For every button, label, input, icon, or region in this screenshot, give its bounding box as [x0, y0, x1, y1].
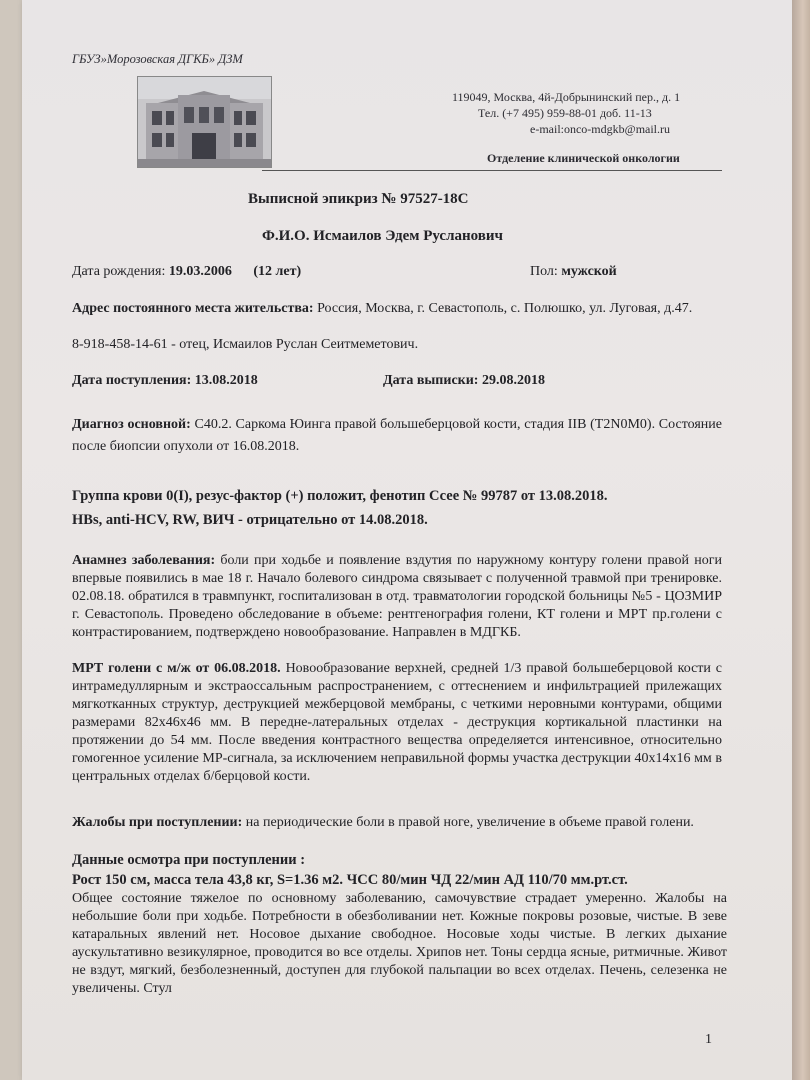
- diagnosis-label: Диагноз основной:: [72, 417, 191, 432]
- anamnesis-text: боли при ходьбе и появление вздутия по наружному контуру голени правой ноги впервые появились в мае 18 г. Начало болевого синдрома связывает с полученной травмой при тренировке. 02.08.18. обратился в травмпункт, госпитализован в отд. травматологии городской больницы №5 - ЦОЗМИР г. Севастополь. Проведено обследование в объеме: рентгенография голени, КТ голени и МРТ пр.голени с контрастированием, подтверждено новообразование. Направлен в МДГКБ.: [72, 553, 723, 640]
- mri-text: Новообразование верхней, средней 1/3 правой большеберцовой кости с интрамедуллярным и экстраоссальным распространением, с оттеснением и инфильтрацией прилежащих мягкотканных структур, деструкцией межберцовой мембраны, с четкими неровными контурами, общими размерами 82х46х46 мм. В передне-латеральных отделах - деструкция кортикальной пластинки на протяжении до 54 мм. После введения контрастного вещества определяется интенсивное, относительно гомогенное усиление МР-сигнала, за исключением неправильной формы участка деструкции 40х14х16 мм в центральных отделах б/берцовой кости.: [72, 661, 722, 784]
- discharge-label: Дата выписки:: [383, 373, 479, 388]
- department-name: Отделение клинической онкологии: [487, 151, 680, 165]
- exam-paragraph: Общее состояние тяжелое по основному заболеванию, самочувствие страдает умеренно. Жалобы на небольшие боли при ходьбе. Потребности в обезболивании нет. Кожные покровы розовые, чистые. В зеве катаральных явлений нет. Носовое дыхание свободное. Носовые ходы чистые. В легких дыхание аускультативно везикулярное, проводится во все отделы. Хрипов нет. Тоны сердца ясные, ритмичные. Живот не вздут, мягкий, безболезненный, доступен для глубокой пальпации во всех отделах. Печень, селезенка не увеличены. Стул: [72, 891, 727, 996]
- exam-heading: Данные осмотра при поступлении :: [72, 852, 306, 868]
- complaints-text: на периодические боли в правой ноге, увеличение в объеме правой голени.: [245, 815, 694, 830]
- address-line-2: Тел. (+7 495) 959-88-01 доб. 11-13: [478, 106, 652, 120]
- address-text: Россия, Москва, г. Севастополь, с. Полюшко, ул. Луговая, д.47.: [317, 301, 693, 316]
- mri-paragraph: [72, 660, 722, 786]
- complaints-label: Жалобы при поступлении:: [72, 815, 243, 830]
- anamnesis-label: Анамнез заболевания:: [72, 553, 216, 568]
- sex-value: мужской: [561, 264, 617, 279]
- patient-name: Ф.И.О. Исмаилов Эдем Русланович: [262, 228, 503, 244]
- document-title: Выписной эпикриз № 97527-18С: [248, 191, 469, 207]
- age-value: (12 лет): [253, 264, 302, 279]
- contact-line: 8-918-458-14-61 - отец, Исмаилов Руслан Сеитмеметович.: [72, 337, 419, 352]
- address-label: Адрес постоянного места жительства:: [72, 301, 314, 316]
- header-divider: [262, 170, 722, 171]
- discharge-date: [383, 373, 545, 389]
- mri-label: МРТ голени с м/ж от 06.08.2018.: [72, 661, 281, 676]
- sex-label: Пол:: [530, 264, 558, 279]
- admission-date: [72, 373, 258, 389]
- sex: [530, 264, 617, 280]
- page-number: 1: [705, 1032, 712, 1047]
- anamnesis-paragraph: [72, 552, 722, 642]
- vitals-line: Рост 150 см, масса тела 43,8 кг, S=1.36 м2. ЧСС 80/мин ЧД 22/мин АД 110/70 мм.рт.ст.: [72, 872, 628, 888]
- admission-value: 13.08.2018: [194, 373, 258, 388]
- address-paragraph: [72, 300, 722, 318]
- birth-value: 19.03.2006: [168, 264, 232, 279]
- admission-label: Дата поступления:: [72, 373, 192, 388]
- address-line-1: 119049, Москва, 4й-Добрынинский пер., д. 1: [452, 90, 681, 104]
- address-line-3: e-mail:onco-mdgkb@mail.ru: [530, 122, 671, 136]
- diagnosis-text: С40.2. Саркома Юинга правой большеберцовой кости, стадия IIВ (T2N0M0). Состояние после биопсии опухоли от 16.08.2018.: [72, 417, 723, 454]
- diagnosis-paragraph: [72, 414, 722, 458]
- discharge-value: 29.08.2018: [481, 373, 545, 388]
- hospital-building-image: [137, 76, 272, 168]
- birth-date: [72, 264, 301, 280]
- birth-label: Дата рождения:: [72, 264, 166, 279]
- complaints-paragraph: [72, 814, 722, 832]
- blood-group-line: Группа крови 0(I), резус-фактор (+) положит, фенотип Ссее № 99787 от 13.08.2018.: [72, 488, 608, 504]
- organization-name: ГБУЗ»Морозовская ДГКБ» ДЗМ: [72, 52, 243, 66]
- background-edge: [792, 0, 810, 1080]
- infection-tests-line: HBs, anti-HCV, RW, ВИЧ - отрицательно от 14.08.2018.: [72, 512, 428, 528]
